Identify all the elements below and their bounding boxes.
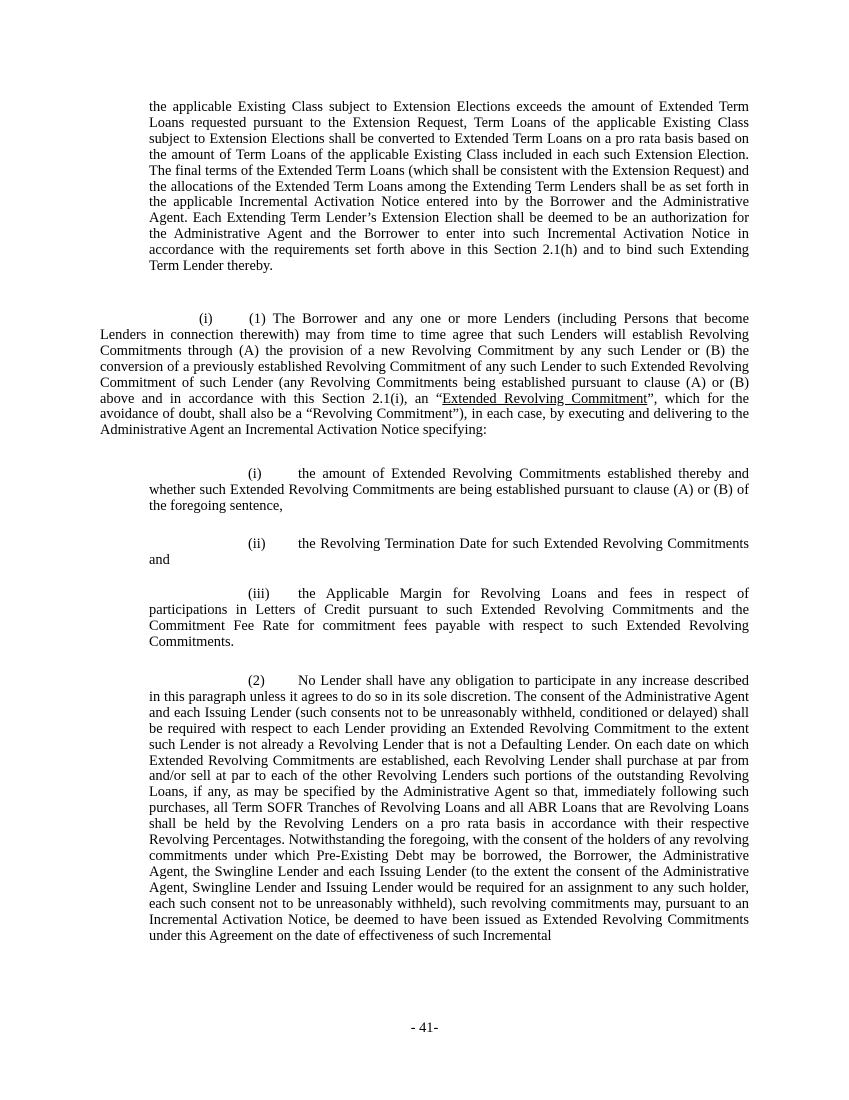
- paragraph-2: [149, 674, 749, 944]
- paragraph-2-number: (2): [248, 673, 265, 689]
- list-item-iii: [149, 587, 749, 651]
- page-number: - 41-: [410, 1020, 439, 1036]
- list-item-i: [149, 467, 749, 515]
- list-item-ii-text: the Revolving Termination Date for such Extended Revolving Commitments and: [149, 536, 749, 568]
- section-i-subnumber: (1): [249, 311, 266, 327]
- list-item-ii-number: (ii): [248, 536, 266, 552]
- paragraph-section-i: [100, 312, 749, 439]
- defined-term-extended-revolving-commitment: Extended Revolving Commitment: [442, 390, 648, 407]
- section-i-text-after: ”, which for the avoidance of doubt, shall also be a “Revolving Commitment”), in each case, by executing and delivering to the Administrative Agent an Incremental Activation Notice specifying:: [100, 390, 750, 439]
- section-i-number: (i): [199, 311, 213, 327]
- section-i-text-before: The Borrower and any one or more Lenders (including Persons that become Lenders in connection therewith) may from time to time agree that such Lenders will establish Revolving Commitments through (A) the provision of a new Revolving Commitment by any such Lender or (B) the conversion of a previously established Revolving Commitment of any such Lender to such Extended Revolving Commitment of such Lender (any Revolving Commitments being established pursuant to clause (A) or (B) above and in accordance with this Section 2.1(i), an “: [100, 311, 749, 407]
- list-item-iii-number: (iii): [248, 586, 270, 602]
- list-item-i-text: the amount of Extended Revolving Commitments established thereby and whether such Extended Revolving Commitments are being established pursuant to clause (A) or (B) of the foregoing sentence,: [149, 466, 749, 514]
- list-item-iii-text: the Applicable Margin for Revolving Loans and fees in respect of participations in Letters of Credit pursuant to such Extended Revolving Commitments and the Commitment Fee Rate for commitment fees payable with respect to such Extended Revolving Commitments.: [149, 586, 749, 650]
- list-item-ii: [149, 537, 749, 569]
- paragraph-continuation: the applicable Existing Class subject to Extension Elections exceeds the amount of Extended Term Loans requested pursuant to the Extension Request, Term Loans of the applicable Existing Class subject to Extension Elections shall be converted to Extended Term Loans on a pro rata basis based on the amount of Term Loans of the applicable Existing Class included in each such Extension Election. The final terms of the Extended Term Loans (which shall be consistent with the Extension Request) and the allocations of the Extended Term Loans among the Extending Term Lenders shall be as set forth in the applicable Incremental Activation Notice entered into by the Borrower and the Administrative Agent. Each Extending Term Lender’s Extension Election shall be deemed to be an authorization for the Administrative Agent and the Borrower to enter into such Incremental Activation Notice in accordance with the requirements set forth above in this Section 2.1(h) and to bind such Extending Term Lender thereby.: [149, 99, 749, 275]
- paragraph-2-text: No Lender shall have any obligation to participate in any increase described in this paragraph unless it agrees to do so in its sole discretion. The consent of the Administrative Agent and each Issuing Lender (such consents not to be unreasonably withheld, conditioned or delayed) shall be required with respect to each Lender providing an Extended Revolving Commitment to the extent such Lender is not already a Revolving Lender that is not a Defaulting Lender. On each date on which Extended Revolving Commitments are established, each Revolving Lender shall purchase at par from and/or sell at par to each of the other Revolving Lenders such portions of the outstanding Revolving Loans, if any, as may be specified by the Administrative Agent so that, immediately following such purchases, all Term SOFR Tranches of Revolving Loans and all ABR Loans that are Revolving Loans shall be held by the Revolving Lenders on a pro rata basis in accordance with their respective Revolving Percentages. Notwithstanding the foregoing, with the consent of the holders of any revolving commitments under which Pre-Existing Debt may be borrowed, the Borrower, the Administrative Agent, the Swingline Lender and each Issuing Lender (to the extent the consent of the Administrative Agent, Swingline Lender and Issuing Lender would be required for an assignment to any such holder, each such consent not to be unreasonably withheld), such revolving commitments may, pursuant to an Incremental Activation Notice, be deemed to have been issued as Extended Revolving Commitments under this Agreement on the date of effectiveness of such Incremental: [149, 673, 749, 944]
- list-item-i-number: (i): [248, 466, 262, 482]
